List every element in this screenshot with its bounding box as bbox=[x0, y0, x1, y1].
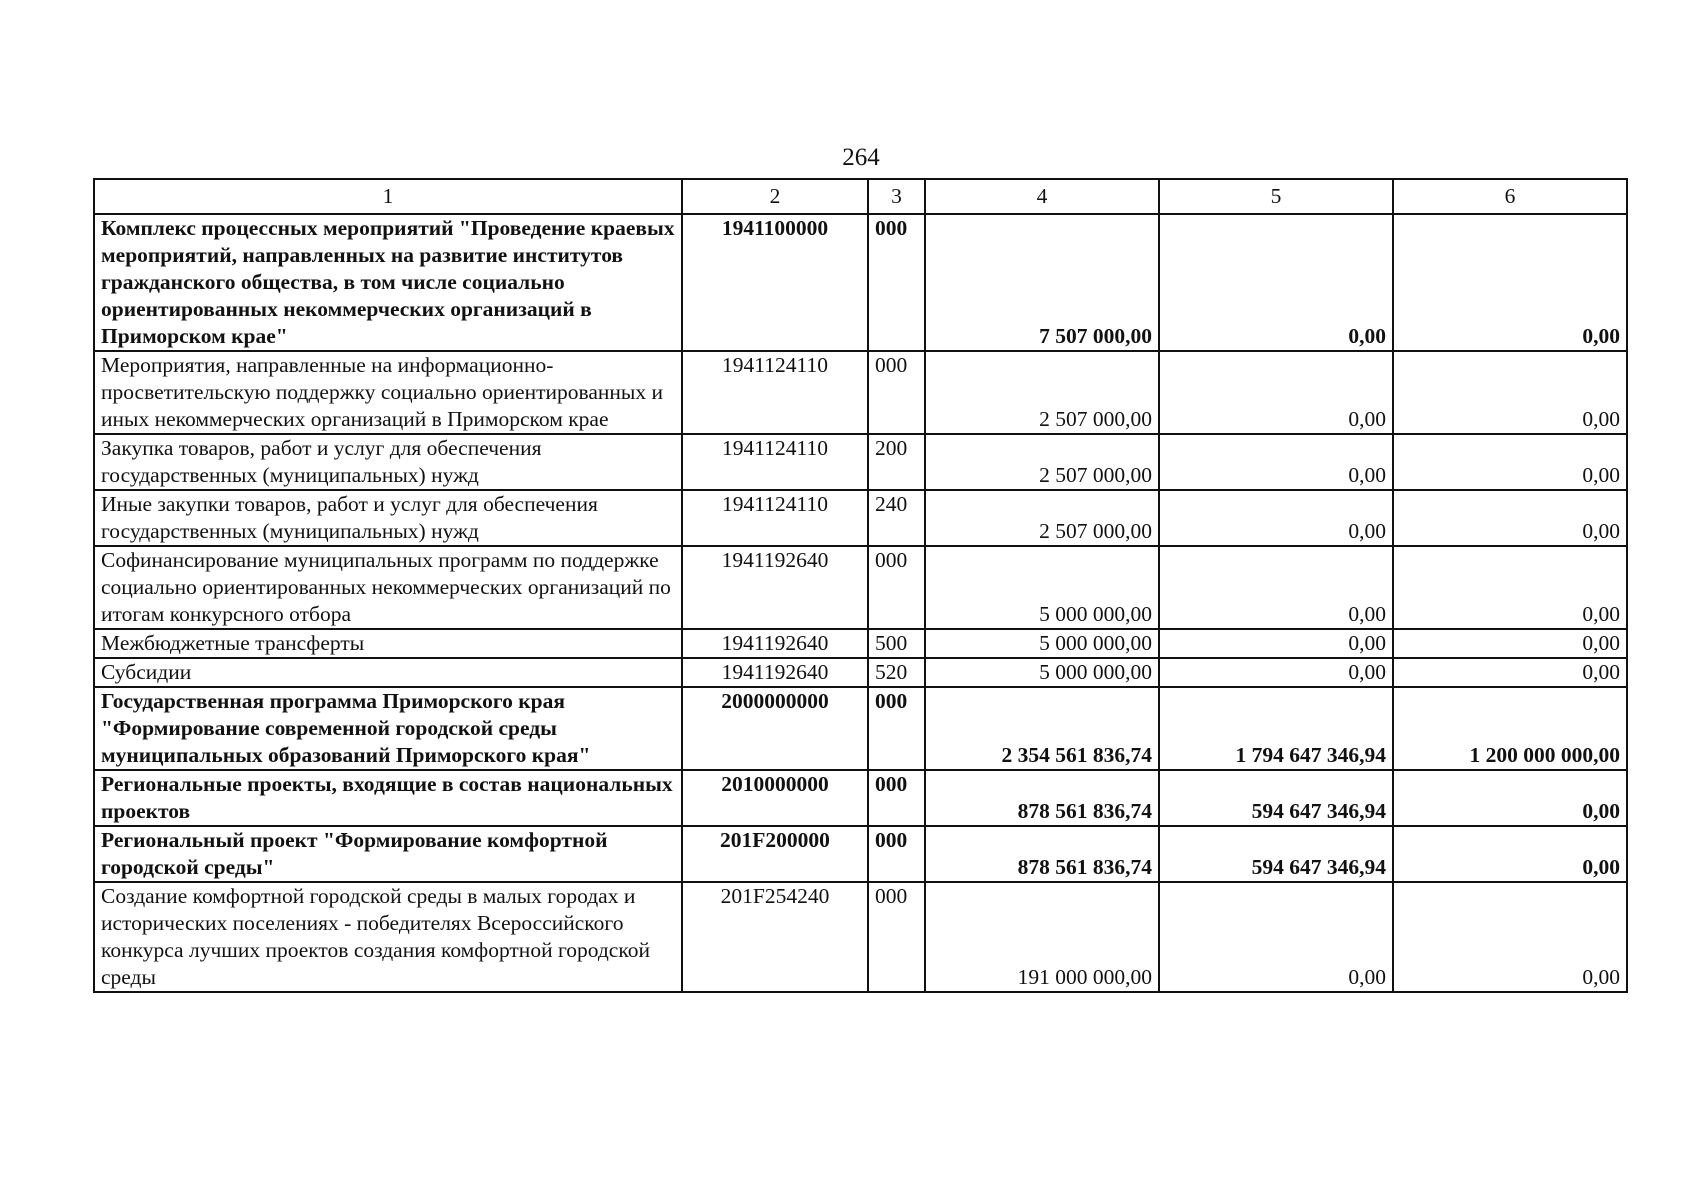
amount-year1-cell: 2 507 000,00 bbox=[925, 351, 1159, 434]
amount-year1-cell: 2 354 561 836,74 bbox=[925, 687, 1159, 770]
page-number: 264 bbox=[842, 144, 880, 171]
expense-type-cell: 200 bbox=[868, 434, 925, 490]
amount-year2-cell: 0,00 bbox=[1159, 658, 1393, 687]
amount-year3-cell: 0,00 bbox=[1393, 490, 1627, 546]
expense-type-cell: 000 bbox=[868, 882, 925, 992]
table-row bbox=[94, 629, 1627, 658]
amount-year2-cell: 0,00 bbox=[1159, 351, 1393, 434]
column-header-row bbox=[94, 179, 1627, 214]
column-header: 5 bbox=[1159, 179, 1393, 214]
item-name-cell: Комплекс процессных мероприятий "Проведение краевых мероприятий, направленных на развитие институтов гражданского общества, в том числе социально ориентированных некоммерческих организаций в Приморском крае" bbox=[94, 214, 682, 351]
item-name-cell: Субсидии bbox=[94, 658, 682, 687]
amount-year2-cell: 0,00 bbox=[1159, 546, 1393, 629]
amount-year3-cell: 1 200 000 000,00 bbox=[1393, 687, 1627, 770]
amount-year3-cell: 0,00 bbox=[1393, 826, 1627, 882]
table-row bbox=[94, 826, 1627, 882]
column-header: 6 bbox=[1393, 179, 1627, 214]
item-name-cell: Межбюджетные трансферты bbox=[94, 629, 682, 658]
target-code-cell: 1941124110 bbox=[682, 434, 868, 490]
amount-year1-cell: 5 000 000,00 bbox=[925, 546, 1159, 629]
budget-table bbox=[93, 178, 1628, 993]
amount-year2-cell: 594 647 346,94 bbox=[1159, 826, 1393, 882]
item-name-cell: Региональные проекты, входящие в состав национальных проектов bbox=[94, 770, 682, 826]
expense-type-cell: 000 bbox=[868, 351, 925, 434]
target-code-cell: 201F254240 bbox=[682, 882, 868, 992]
table-row bbox=[94, 351, 1627, 434]
expense-type-cell: 000 bbox=[868, 826, 925, 882]
amount-year3-cell: 0,00 bbox=[1393, 658, 1627, 687]
item-name-cell: Закупка товаров, работ и услуг для обеспечения государственных (муниципальных) нужд bbox=[94, 434, 682, 490]
amount-year3-cell: 0,00 bbox=[1393, 882, 1627, 992]
table-row bbox=[94, 490, 1627, 546]
amount-year1-cell: 7 507 000,00 bbox=[925, 214, 1159, 351]
target-code-cell: 1941192640 bbox=[682, 629, 868, 658]
table-row bbox=[94, 434, 1627, 490]
table-row bbox=[94, 687, 1627, 770]
target-code-cell: 2000000000 bbox=[682, 687, 868, 770]
amount-year1-cell: 878 561 836,74 bbox=[925, 826, 1159, 882]
amount-year3-cell: 0,00 bbox=[1393, 434, 1627, 490]
expense-type-cell: 000 bbox=[868, 214, 925, 351]
table-row bbox=[94, 882, 1627, 992]
amount-year1-cell: 2 507 000,00 bbox=[925, 490, 1159, 546]
table-row bbox=[94, 546, 1627, 629]
item-name-cell: Софинансирование муниципальных программ по поддержке социально ориентированных некоммерческих организаций по итогам конкурсного отбора bbox=[94, 546, 682, 629]
target-code-cell: 1941192640 bbox=[682, 658, 868, 687]
target-code-cell: 1941192640 bbox=[682, 546, 868, 629]
column-header: 1 bbox=[94, 179, 682, 214]
expense-type-cell: 500 bbox=[868, 629, 925, 658]
target-code-cell: 1941100000 bbox=[682, 214, 868, 351]
amount-year2-cell: 0,00 bbox=[1159, 214, 1393, 351]
amount-year1-cell: 2 507 000,00 bbox=[925, 434, 1159, 490]
target-code-cell: 2010000000 bbox=[682, 770, 868, 826]
amount-year3-cell: 0,00 bbox=[1393, 629, 1627, 658]
amount-year2-cell: 0,00 bbox=[1159, 434, 1393, 490]
expense-type-cell: 000 bbox=[868, 687, 925, 770]
amount-year3-cell: 0,00 bbox=[1393, 546, 1627, 629]
amount-year2-cell: 1 794 647 346,94 bbox=[1159, 687, 1393, 770]
expense-type-cell: 000 bbox=[868, 770, 925, 826]
item-name-cell: Мероприятия, направленные на информационно-просветительскую поддержку социально ориентированных и иных некоммерческих организаций в Приморском крае bbox=[94, 351, 682, 434]
expense-type-cell: 520 bbox=[868, 658, 925, 687]
amount-year2-cell: 0,00 bbox=[1159, 629, 1393, 658]
column-header: 2 bbox=[682, 179, 868, 214]
target-code-cell: 201F200000 bbox=[682, 826, 868, 882]
item-name-cell: Создание комфортной городской среды в малых городах и исторических поселениях - победителях Всероссийского конкурса лучших проектов создания комфортной городской среды bbox=[94, 882, 682, 992]
column-header: 3 bbox=[868, 179, 925, 214]
amount-year2-cell: 0,00 bbox=[1159, 490, 1393, 546]
amount-year2-cell: 594 647 346,94 bbox=[1159, 770, 1393, 826]
table-row bbox=[94, 658, 1627, 687]
amount-year3-cell: 0,00 bbox=[1393, 351, 1627, 434]
column-header: 4 bbox=[925, 179, 1159, 214]
target-code-cell: 1941124110 bbox=[682, 490, 868, 546]
amount-year3-cell: 0,00 bbox=[1393, 770, 1627, 826]
item-name-cell: Иные закупки товаров, работ и услуг для обеспечения государственных (муниципальных) нужд bbox=[94, 490, 682, 546]
amount-year1-cell: 5 000 000,00 bbox=[925, 658, 1159, 687]
amount-year1-cell: 191 000 000,00 bbox=[925, 882, 1159, 992]
item-name-cell: Региональный проект "Формирование комфортной городской среды" bbox=[94, 826, 682, 882]
amount-year2-cell: 0,00 bbox=[1159, 882, 1393, 992]
target-code-cell: 1941124110 bbox=[682, 351, 868, 434]
amount-year1-cell: 5 000 000,00 bbox=[925, 629, 1159, 658]
amount-year1-cell: 878 561 836,74 bbox=[925, 770, 1159, 826]
expense-type-cell: 240 bbox=[868, 490, 925, 546]
item-name-cell: Государственная программа Приморского края "Формирование современной городской среды муниципальных образований Приморского края" bbox=[94, 687, 682, 770]
expense-type-cell: 000 bbox=[868, 546, 925, 629]
table-row bbox=[94, 214, 1627, 351]
table-row bbox=[94, 770, 1627, 826]
amount-year3-cell: 0,00 bbox=[1393, 214, 1627, 351]
